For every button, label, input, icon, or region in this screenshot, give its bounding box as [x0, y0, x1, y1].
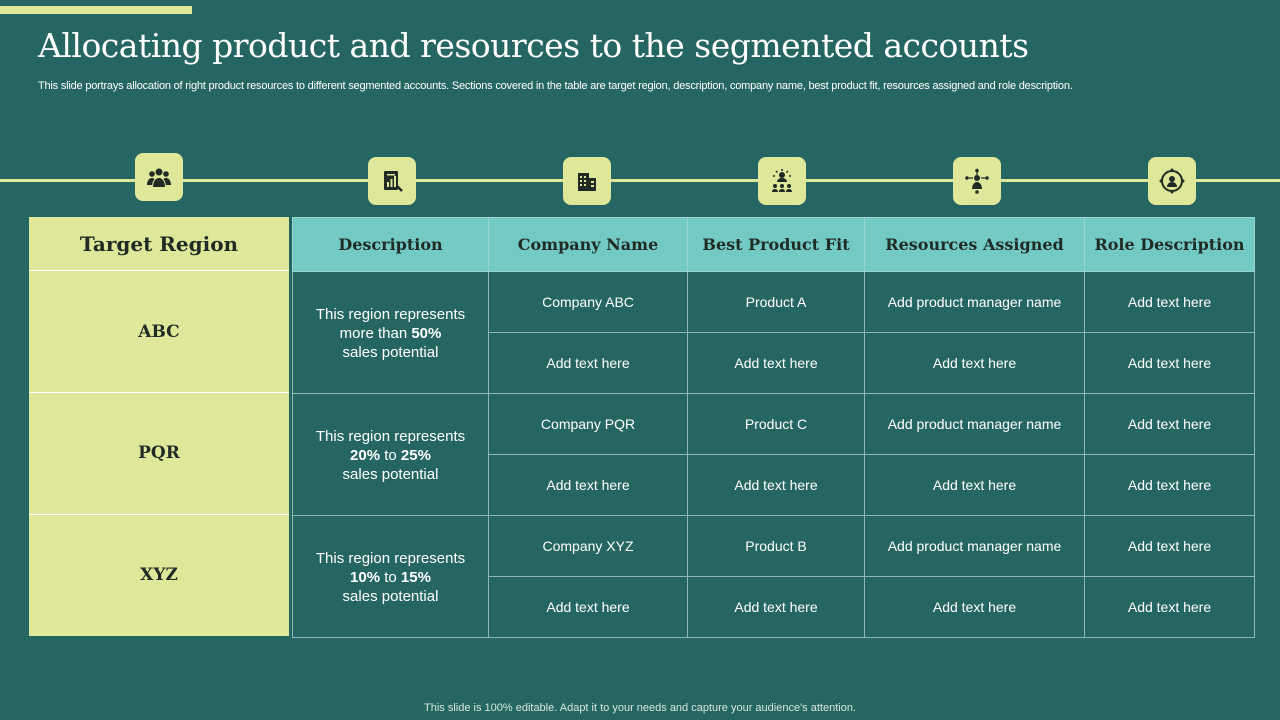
best-product-fit-cell: Add text here	[688, 455, 865, 516]
description-percent: 20%	[350, 447, 381, 464]
region-description	[293, 516, 489, 638]
description-text: sales potential	[342, 466, 439, 483]
footer-note: This slide is 100% editable. Adapt it to your needs and capture your audience's attention.	[424, 702, 856, 714]
header-best-product-fit: Best Product Fit	[688, 218, 865, 272]
region-name: ABC	[138, 321, 180, 342]
resources-assigned-cell: Add text here	[865, 455, 1085, 516]
description-text: This region represents	[315, 306, 466, 323]
presentation-icon	[758, 157, 806, 205]
role-description-cell: Add text here	[1085, 577, 1255, 638]
description-text: This region represents	[315, 550, 466, 567]
table-row	[293, 516, 1255, 577]
timeline-line	[0, 179, 1280, 182]
team-icon	[135, 153, 183, 201]
role-description-cell: Add text here	[1085, 394, 1255, 455]
role-description-cell: Add text here	[1085, 333, 1255, 394]
network-person-icon	[953, 157, 1001, 205]
description-percent: 15%	[400, 569, 431, 586]
page-title: Allocating product and resources to the segmented accounts	[38, 26, 1029, 65]
company-name-cell: Add text here	[489, 455, 688, 516]
best-product-fit-cell: Add text here	[688, 333, 865, 394]
region-name: XYZ	[29, 514, 289, 635]
region-description	[293, 272, 489, 394]
resources-assigned-cell: Add text here	[865, 577, 1085, 638]
company-name-cell: Company ABC	[489, 272, 688, 333]
description-percent: 25%	[400, 447, 431, 464]
header-resources-assigned: Resources Assigned	[865, 218, 1085, 272]
header-description: Description	[293, 218, 489, 272]
best-product-fit-cell: Product B	[688, 516, 865, 577]
company-name-cell: Company XYZ	[489, 516, 688, 577]
allocation-table	[292, 217, 1255, 638]
description-text: This region represents	[315, 428, 466, 445]
region-description	[293, 394, 489, 516]
best-product-fit-cell: Product A	[688, 272, 865, 333]
description-text: to	[380, 447, 401, 464]
table-row	[293, 394, 1255, 455]
description-percent: 50%	[411, 325, 442, 342]
region-name: PQR	[29, 392, 289, 513]
building-icon	[563, 157, 611, 205]
best-product-fit-cell: Add text here	[688, 577, 865, 638]
header-role-description: Role Description	[1085, 218, 1255, 272]
resources-assigned-cell: Add text here	[865, 333, 1085, 394]
company-name-cell: Company PQR	[489, 394, 688, 455]
target-region-column	[29, 217, 289, 636]
resources-assigned-cell: Add product manager name	[865, 516, 1085, 577]
resources-assigned-cell: Add product manager name	[865, 394, 1085, 455]
resources-assigned-cell: Add product manager name	[865, 272, 1085, 333]
role-description-cell: Add text here	[1085, 272, 1255, 333]
target-user-icon	[1148, 157, 1196, 205]
header-company-name: Company Name	[489, 218, 688, 272]
description-text: sales potential	[342, 344, 439, 361]
description-text: more than	[339, 325, 412, 342]
role-description-cell: Add text here	[1085, 455, 1255, 516]
best-product-fit-cell: Product C	[688, 394, 865, 455]
company-name-cell: Add text here	[489, 333, 688, 394]
description-percent: 10%	[350, 569, 381, 586]
document-chart-icon	[368, 157, 416, 205]
target-region-header: Target Region	[29, 217, 289, 271]
accent-bar	[0, 6, 192, 14]
company-name-cell: Add text here	[489, 577, 688, 638]
role-description-cell: Add text here	[1085, 516, 1255, 577]
table-header-row	[293, 218, 1255, 272]
description-text: sales potential	[342, 588, 439, 605]
table-row	[293, 272, 1255, 333]
page-subtitle: This slide portrays allocation of right product resources to different segmented accounts. Sections covered in the table are target region, description, company name, best product fit, resources assigned and role description.	[38, 80, 1073, 92]
description-text: to	[380, 569, 401, 586]
